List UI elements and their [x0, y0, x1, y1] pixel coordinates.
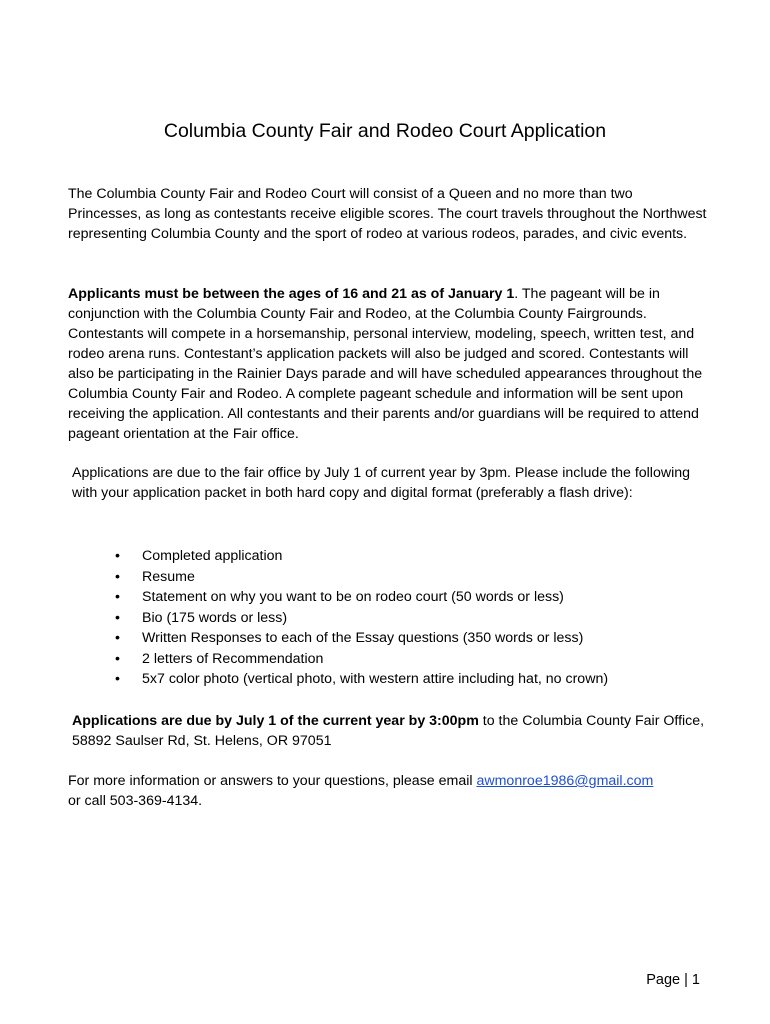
contact-prefix: For more information or answers to your questions, please email [68, 773, 477, 789]
checklist-item: • Resume [115, 567, 608, 588]
checklist-item: • 5x7 color photo (vertical photo, with western attire including hat, no crown) [115, 669, 608, 690]
checklist-item: • Written Responses to each of the Essay questions (350 words or less) [115, 628, 608, 649]
deadline-bold-text: Applications are due by July 1 of the current year by 3:00pm [72, 713, 479, 729]
deadline-text: to the Columbia County Fair Office, 58892 Saulser Rd, St. Helens, OR 97051 [72, 713, 705, 749]
document-title: Columbia County Fair and Rodeo Court Application [163, 120, 607, 142]
deadline-paragraph [72, 711, 708, 751]
checklist-item: • 2 letters of Recommendation [115, 649, 608, 670]
checklist-item: • Completed application [115, 546, 608, 567]
eligibility-text: . The pageant will be in conjunction with the Columbia County Fair and Rodeo, at the Columbia County Fairgrounds. Contestants will compete in a horsemanship, personal interview, modeling, speech, written test, and rodeo arena runs. Contestant’s application packets will also be judged and scored. Contestants will also be participating in the Rainier Days parade and will have scheduled appearances throughout the Columbia County Fair and Rodeo. A complete pageant schedule and information will be sent upon receiving the application. All contestants and their parents and/or guardians will be required to attend pageant orientation at the Fair office. [68, 286, 703, 442]
contact-suffix: or call 503-369-4134. [68, 793, 203, 809]
checklist [115, 546, 608, 690]
contact-paragraph [68, 771, 708, 811]
checklist-item: • Bio (175 words or less) [115, 608, 608, 629]
page-number: Page | 1 [646, 972, 700, 988]
eligibility-bold-text: Applicants must be between the ages of 16 and 21 as of January 1 [68, 286, 515, 302]
checklist-item: • Statement on why you want to be on rodeo court (50 words or less) [115, 587, 608, 608]
email-link[interactable]: awmonroe1986@gmail.com [476, 773, 654, 789]
intro-paragraph: The Columbia County Fair and Rodeo Court will consist of a Queen and no more than two Princesses, as long as contestants receive eligible scores. The court travels throughout the Northwest representing Columbia County and the sport of rodeo at various rodeos, parades, and civic events. [68, 186, 707, 242]
eligibility-paragraph [68, 284, 708, 444]
due-intro-paragraph: Applications are due to the fair office by July 1 of current year by 3pm. Please include the following with your application packet in both hard copy and digital format (preferably a flash drive): [72, 465, 691, 501]
